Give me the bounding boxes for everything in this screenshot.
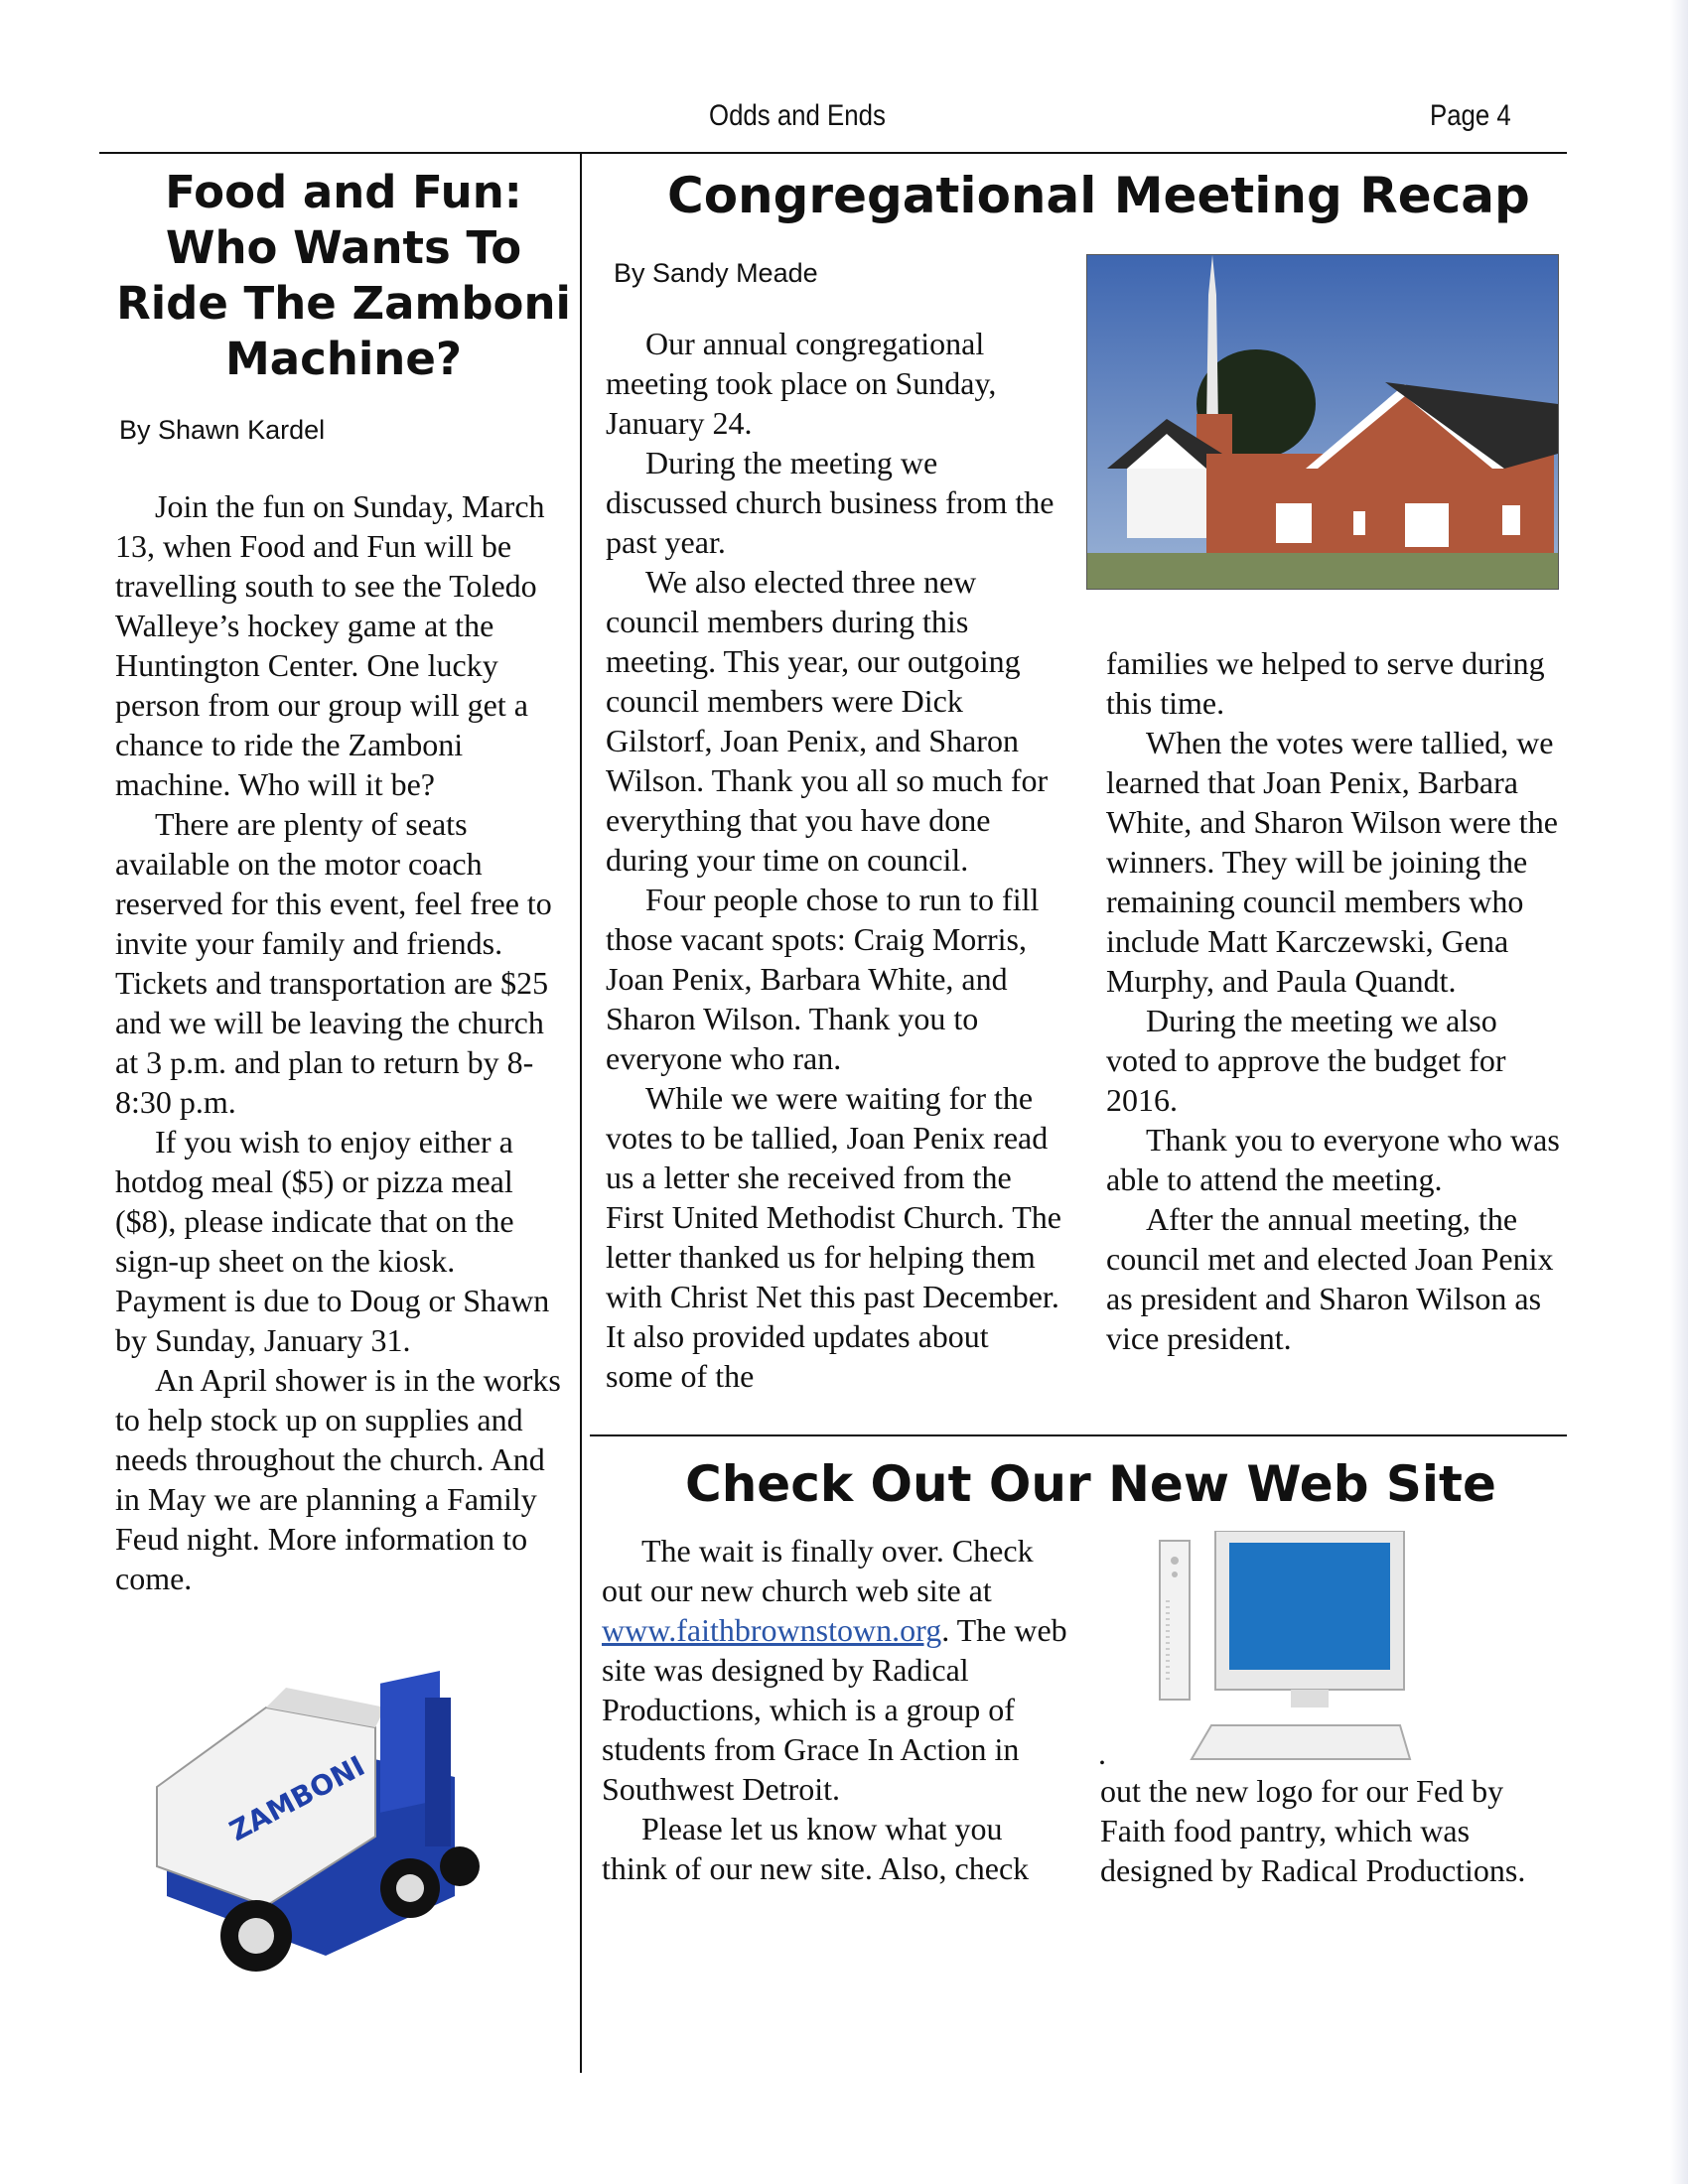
paragraph: An April shower is in the works to help stock up on supplies and needs throughout the church. And in May we are planning a Family Feud night. More information to come. bbox=[115, 1362, 561, 1596]
paragraph: Please let us know what you think of our new site. Also, check bbox=[602, 1811, 1030, 1886]
zamboni-image bbox=[127, 1668, 524, 1985]
stray-dot: . bbox=[1098, 1735, 1106, 1771]
column-divider bbox=[580, 153, 582, 2073]
intro-text: The wait is finally over. Check out our new church web site at bbox=[602, 1533, 1034, 1608]
computer-image bbox=[1152, 1531, 1416, 1761]
paragraph: out the new logo for our Fed by Faith food pantry, which was designed by Radical Productions. bbox=[1100, 1773, 1526, 1888]
paragraph bbox=[602, 1531, 1068, 1809]
left-article-body bbox=[115, 486, 572, 1598]
paragraph: Our annual congregational meeting took place on Sunday, January 24. bbox=[606, 326, 997, 441]
zamboni-label: ZAMBONI bbox=[223, 1749, 370, 1848]
meeting-col2 bbox=[1106, 643, 1563, 1358]
meeting-title: Congregational Meeting Recap bbox=[667, 167, 1530, 224]
website-col1 bbox=[602, 1531, 1068, 1888]
website-title: Check Out Our New Web Site bbox=[685, 1455, 1496, 1513]
paragraph: After the annual meeting, the council met and elected Joan Penix as president and Sharon Wilson as vice president. bbox=[1106, 1201, 1554, 1356]
paragraph: There are plenty of seats available on the motor coach reserved for this event, feel free to invite your family and friends. Tickets and transportation are $25 and we will be leaving the church at 3 p.m. and plan to return by 8-8:30 p.m. bbox=[115, 806, 552, 1120]
header-rule bbox=[99, 152, 1567, 154]
after-link-text: . The web site was designed by Radical Productions, which is a group of students from Grace In Action in Southwest Detroit. bbox=[602, 1612, 1067, 1807]
meeting-col1 bbox=[606, 324, 1062, 1396]
title-line: Ride The Zamboni bbox=[116, 277, 571, 330]
paragraph: During the meeting we also voted to approve the budget for 2016. bbox=[1106, 1003, 1506, 1118]
church-photo bbox=[1086, 254, 1559, 590]
meeting-byline: By Sandy Meade bbox=[614, 258, 818, 288]
scan-edge bbox=[1670, 0, 1688, 2184]
left-article-title bbox=[107, 165, 580, 387]
paragraph: Four people chose to run to fill those vacant spots: Craig Morris, Joan Penix, Barbara White, and Sharon Wilson. Thank you to everyone who ran. bbox=[606, 882, 1040, 1076]
title-line: Machine? bbox=[225, 333, 462, 385]
paragraph: Thank you to everyone who was able to attend the meeting. bbox=[1106, 1122, 1560, 1197]
title-line: Who Wants To bbox=[165, 221, 522, 274]
paragraph: When the votes were tallied, we learned that Joan Penix, Barbara White, and Sharon Wilson were the winners. They will be joining the remaining council members who include Matt Karczewski, Gena Murphy, and Paula Quandt. bbox=[1106, 725, 1558, 999]
paragraph: During the meeting we discussed church business from the past year. bbox=[606, 445, 1055, 560]
paragraph: families we helped to serve during this time. bbox=[1106, 645, 1545, 721]
paragraph: If you wish to enjoy either a hotdog meal ($5) or pizza meal ($8), please indicate that on the sign-up sheet on the kiosk. Payment is due to Doug or Shawn by Sunday, January 31. bbox=[115, 1124, 550, 1358]
section-rule bbox=[590, 1434, 1567, 1436]
website-link[interactable]: www.faithbrownstown.org bbox=[602, 1612, 942, 1648]
left-byline: By Shawn Kardel bbox=[119, 415, 326, 445]
paragraph: Join the fun on Sunday, March 13, when Food and Fun will be travelling south to see the Toledo Walleye’s hockey game at the Huntington Center. One lucky person from our group will get a chance to ride the Zamboni machine. Who will it be? bbox=[115, 488, 545, 802]
section-title: Odds and Ends bbox=[709, 99, 886, 132]
paragraph: While we were waiting for the votes to be tallied, Joan Penix read us a letter she received from the First United Methodist Church. The letter thanked us for helping them with Christ Net this past December. It also provided updates about some of the bbox=[606, 1080, 1061, 1394]
page-number: Page 4 bbox=[1430, 99, 1511, 132]
website-col2 bbox=[1100, 1771, 1567, 1890]
paragraph: We also elected three new council members during this meeting. This year, our outgoing council members were Dick Gilstorf, Joan Penix, and Sharon Wilson. Thank you all so much for everything that you have done during your time on council. bbox=[606, 564, 1049, 878]
title-line: Food and Fun: bbox=[165, 166, 522, 218]
left-article bbox=[107, 165, 580, 387]
